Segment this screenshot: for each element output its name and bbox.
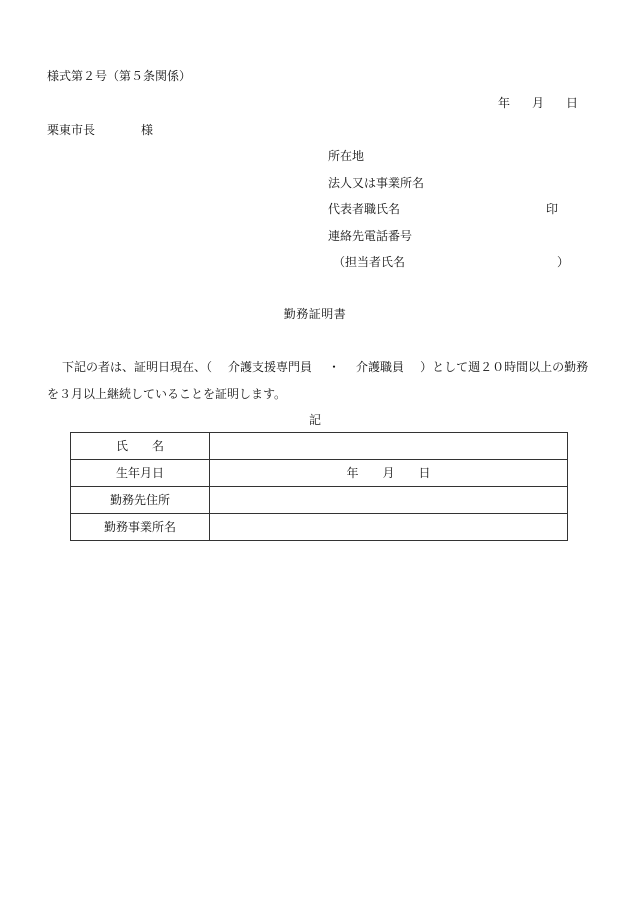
- table-row: [71, 487, 568, 514]
- table-row: [71, 460, 568, 487]
- info-table: [70, 432, 568, 541]
- form-number: 様式第２号（第５条関係）: [47, 69, 192, 83]
- workplace-address-field[interactable]: [210, 487, 568, 514]
- body-suffix: ）として週２０時間以上の勤務: [420, 360, 589, 374]
- birthdate-field[interactable]: [210, 460, 568, 487]
- issuer-phone-label: 連絡先電話番号: [328, 229, 413, 243]
- issuer-company-label: 法人又は事業所名: [328, 176, 425, 190]
- workplace-name-label: 勤務事業所名: [71, 514, 210, 541]
- table-row: [71, 514, 568, 541]
- document-title: 勤務証明書: [283, 307, 347, 321]
- birthdate-label: 生年月日: [71, 460, 210, 487]
- birthdate-month: 月: [382, 466, 395, 480]
- addressee-name: 栗東市長: [47, 123, 96, 137]
- date-line: [498, 97, 578, 109]
- workplace-name-field[interactable]: [210, 514, 568, 541]
- option-care-worker: 介護職員: [356, 360, 405, 374]
- name-label: 氏 名: [71, 433, 210, 460]
- table-row: [71, 433, 568, 460]
- addressee: [47, 124, 153, 136]
- issuer-contact-label: （担当者氏名: [333, 255, 406, 269]
- addressee-honorific: 様: [141, 123, 154, 137]
- body-prefix: 下記の者は、証明日現在、（: [62, 360, 213, 374]
- date-year-label: 年: [498, 96, 511, 110]
- birthdate-year: 年: [346, 466, 359, 480]
- date-month-label: 月: [532, 96, 545, 110]
- option-separator: ・: [328, 360, 341, 374]
- option-care-manager: 介護支援専門員: [228, 360, 313, 374]
- date-day-label: 日: [566, 96, 579, 110]
- seal-mark: 印: [546, 202, 559, 216]
- name-field[interactable]: [210, 433, 568, 460]
- body-text-line-2: を３月以上継続していることを証明します。: [47, 387, 287, 401]
- workplace-address-label: 勤務先住所: [71, 487, 210, 514]
- birthdate-day: 日: [418, 466, 431, 480]
- ki-label: 記: [308, 413, 321, 427]
- issuer-representative-label: 代表者職氏名: [328, 202, 401, 216]
- issuer-contact-close: ）: [557, 255, 570, 269]
- body-text-line-1: [62, 361, 588, 373]
- issuer-address-label: 所在地: [328, 149, 365, 163]
